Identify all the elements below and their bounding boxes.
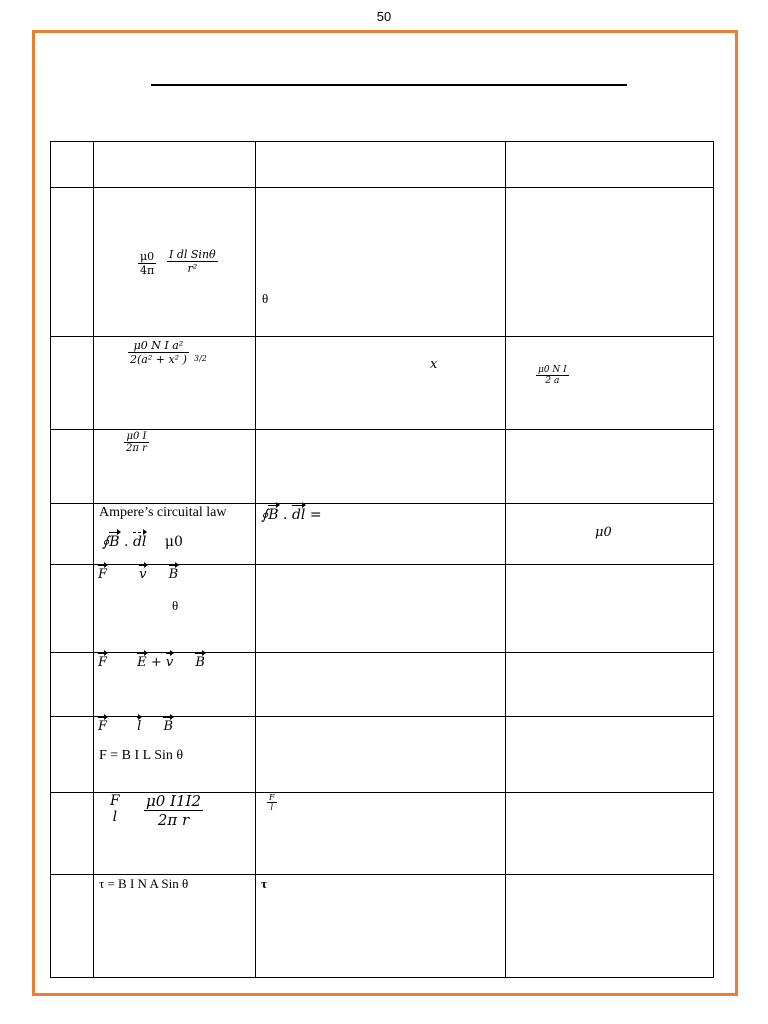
theta-symbol: θ — [262, 291, 269, 306]
table-rule — [50, 429, 714, 430]
force-per-length: F l — [110, 793, 120, 825]
table-rule — [255, 141, 256, 978]
force-on-conductor-equation: F = B I L Sin θ — [99, 748, 184, 763]
page-number: 50 — [376, 9, 392, 24]
exponent: 3/2 — [194, 354, 207, 363]
permeability-symbol: μ0 — [595, 525, 612, 540]
formula-table — [50, 141, 714, 978]
torque-symbol: τ — [261, 876, 267, 891]
torque-equation: τ = B I N A Sin θ — [99, 876, 189, 891]
distance-x: x — [430, 357, 438, 372]
force-on-charge-expression: F v B — [98, 567, 179, 582]
center-field-formula: $\frac{\text{μ0 N I}}{2 a}$ — [538, 365, 567, 386]
table-rule — [93, 141, 94, 978]
lorentz-force-expression: F E + v B — [98, 655, 205, 670]
ampere-law-equation: ∮B . dl = — [261, 507, 322, 523]
table-rule — [50, 652, 714, 653]
biot-savart-fraction: I dl Sinθ r² — [169, 248, 216, 275]
force-per-length-small: $\frac{F}{l}$ — [269, 793, 275, 812]
title-underline — [151, 84, 627, 86]
loop-axis-formula: $\frac{\text{μ0 N I a²}}{\text{2(a² + x² )}}$ — [130, 339, 187, 366]
table-rule — [50, 874, 714, 875]
ampere-law-title: Ampere’s circuital law — [99, 505, 227, 520]
table-rule — [50, 716, 714, 717]
table-rule — [50, 336, 714, 337]
table-rule — [50, 977, 714, 978]
table-rule — [50, 503, 714, 504]
ampere-integral-expression: ∮B . dl μ0 — [102, 534, 183, 550]
theta-symbol: θ — [172, 598, 179, 613]
table-rule — [713, 141, 714, 978]
table-rule — [50, 187, 714, 188]
straight-wire-formula: $\frac{\mu 0 I}{\text{2π r}}$ — [126, 431, 147, 454]
parallel-conductors-formula: $\frac{\mu 0 I1I2}{\text{2π r}}$ — [146, 792, 201, 829]
table-rule — [50, 564, 714, 565]
force-on-conductor-expression: F l B — [98, 719, 174, 734]
biot-savart-coefficient: $\frac{\mu 0}{4\pi}$ — [140, 250, 155, 277]
table-rule — [50, 141, 51, 978]
table-rule — [50, 141, 714, 142]
table-rule — [505, 141, 506, 978]
